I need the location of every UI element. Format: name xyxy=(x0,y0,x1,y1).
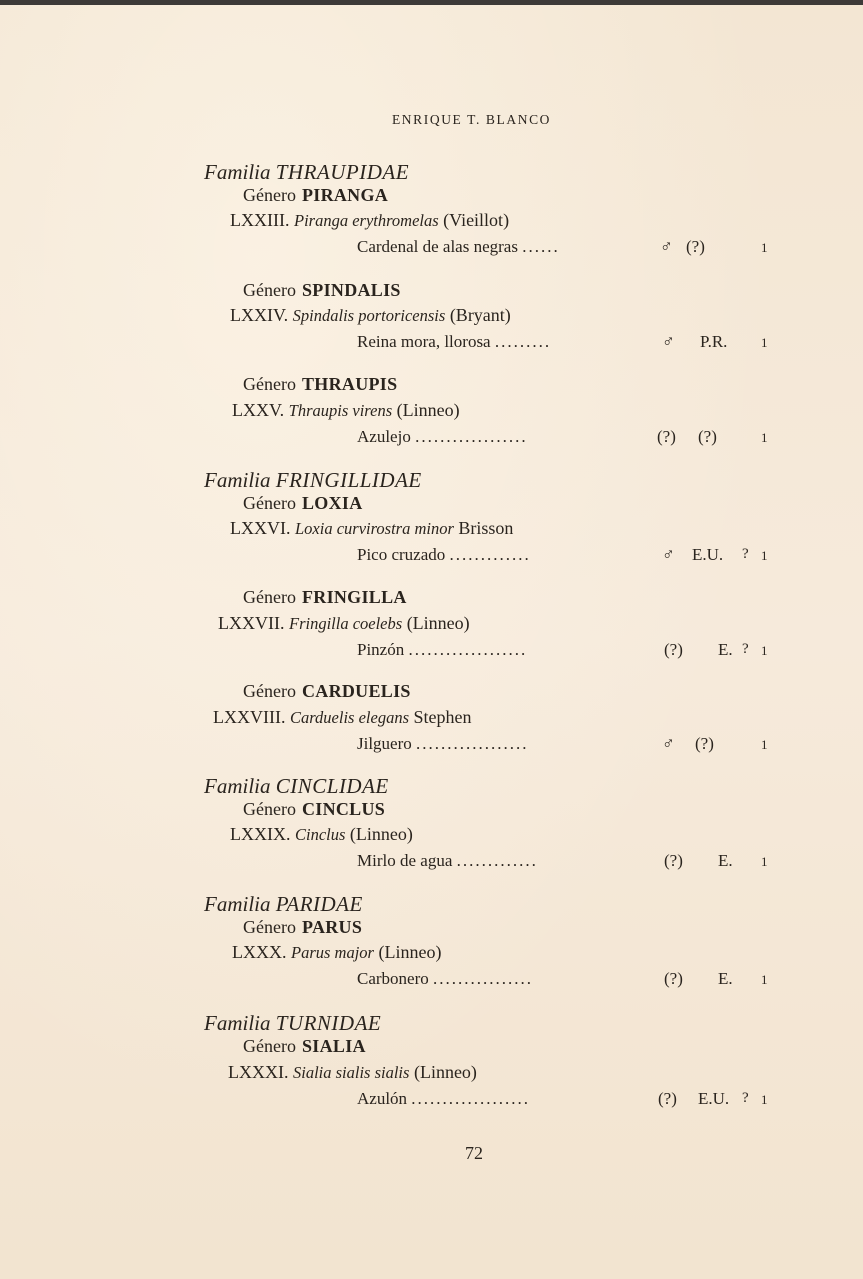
genero-label: Género xyxy=(243,185,296,205)
species-common-name: Reina mora, llorosa ......... xyxy=(357,332,552,351)
species-line xyxy=(230,518,513,539)
familia-heading xyxy=(204,892,363,917)
species-author: (Linneo) xyxy=(378,942,442,962)
genero-heading xyxy=(243,374,397,395)
familia-label: Familia xyxy=(204,774,271,798)
species-scientific-name: Fringilla coelebs xyxy=(288,614,403,633)
count: 1 xyxy=(761,1092,768,1107)
origin-code: E.U. xyxy=(692,545,724,564)
species-common-name: Mirlo de agua ............. xyxy=(357,851,538,870)
uncertain-mark: ? xyxy=(742,546,749,562)
uncertain-mark: ? xyxy=(742,641,749,657)
count: 1 xyxy=(761,240,768,255)
sex-symbol: (?) xyxy=(658,1089,677,1108)
genero-heading xyxy=(243,280,401,301)
origin-code: P.R. xyxy=(700,332,728,351)
species-common-name: Cardenal de alas negras ...... xyxy=(357,237,560,256)
species-common-name: Carbonero ................ xyxy=(357,969,534,988)
genero-name: SIALIA xyxy=(301,1036,366,1056)
count: 1 xyxy=(761,737,768,752)
species-author: Stephen xyxy=(413,707,472,727)
genero-label: Género xyxy=(243,1036,296,1056)
count: 1 xyxy=(761,335,768,350)
species-number: LXXXI. xyxy=(228,1062,289,1082)
leader-dots: ......... xyxy=(494,332,552,351)
count: 1 xyxy=(761,430,768,445)
sex-symbol: ♂ xyxy=(660,237,673,256)
species-common-name: Pinzón ................... xyxy=(357,640,528,659)
genero-name: LOXIA xyxy=(301,493,363,513)
count: 1 xyxy=(761,972,768,987)
species-scientific-name: Spindalis portoricensis xyxy=(292,306,446,325)
species-number: LXXVIII. xyxy=(213,707,286,727)
origin-code: (?) xyxy=(695,734,714,753)
genero-label: Género xyxy=(243,280,296,300)
species-scientific-name: Loxia curvirostra minor xyxy=(295,519,454,538)
genero-name: PIRANGA xyxy=(301,185,389,205)
species-author: (Bryant) xyxy=(449,305,511,325)
familia-heading xyxy=(204,160,409,185)
sex-symbol: ♂ xyxy=(662,545,675,564)
origin-code: E.U. xyxy=(698,1089,730,1108)
leader-dots: ............. xyxy=(449,545,531,564)
genero-label: Género xyxy=(243,917,296,937)
count: 1 xyxy=(761,548,768,563)
species-author: (Linneo) xyxy=(406,613,470,633)
species-author: (Vieillot) xyxy=(443,210,510,230)
genero-label: Género xyxy=(243,493,296,513)
species-line xyxy=(232,942,441,963)
genero-heading xyxy=(243,493,363,514)
species-number: LXXIX. xyxy=(230,824,291,844)
species-number: LXXVII. xyxy=(218,613,285,633)
running-header: ENRIQUE T. BLANCO xyxy=(391,112,552,127)
genero-heading xyxy=(243,799,385,820)
species-scientific-name: Carduelis elegans xyxy=(289,708,409,727)
species-common-name: Azulón ................... xyxy=(357,1089,531,1108)
species-common-name: Azulejo .................. xyxy=(357,427,528,446)
species-number: LXXIII. xyxy=(230,210,290,230)
familia-name: CINCLIDAE xyxy=(275,774,389,798)
species-author: (Linneo) xyxy=(396,400,460,420)
species-line xyxy=(213,707,472,728)
origin-code: E. xyxy=(718,851,733,870)
species-number: LXXV. xyxy=(232,400,285,420)
species-scientific-name: Piranga erythromelas xyxy=(293,211,439,230)
species-line xyxy=(218,613,470,634)
familia-heading xyxy=(204,774,389,799)
species-scientific-name: Cinclus xyxy=(295,825,346,844)
origin-code: E. xyxy=(718,969,733,988)
species-author: (Linneo) xyxy=(413,1062,477,1082)
scan-top-edge xyxy=(0,0,863,5)
leader-dots: .................. xyxy=(415,427,528,446)
familia-name: THRAUPIDAE xyxy=(275,160,410,184)
sex-symbol: (?) xyxy=(664,851,683,870)
genero-name: THRAUPIS xyxy=(301,374,398,394)
species-scientific-name: Sialia sialis sialis xyxy=(293,1063,410,1082)
leader-dots: ................... xyxy=(408,640,528,659)
page-number: 72 xyxy=(465,1143,483,1163)
sex-symbol: ♂ xyxy=(662,734,675,753)
genero-heading xyxy=(243,681,411,702)
genero-heading xyxy=(243,1036,366,1057)
familia-label: Familia xyxy=(204,468,271,492)
species-author: (Linneo) xyxy=(349,824,413,844)
uncertain-mark: ? xyxy=(742,1090,749,1106)
genero-name: CINCLUS xyxy=(301,799,386,819)
sex-symbol: (?) xyxy=(657,427,676,446)
genero-name: PARUS xyxy=(301,917,363,937)
genero-name: CARDUELIS xyxy=(301,681,411,701)
familia-label: Familia xyxy=(204,160,271,184)
leader-dots: ................ xyxy=(433,969,534,988)
genero-name: FRINGILLA xyxy=(301,587,407,607)
familia-label: Familia xyxy=(204,892,271,916)
leader-dots: ................... xyxy=(411,1089,531,1108)
origin-code: (?) xyxy=(698,427,717,446)
count: 1 xyxy=(761,854,768,869)
species-number: LXXIV. xyxy=(230,305,289,325)
species-line xyxy=(230,210,509,231)
genero-label: Género xyxy=(243,587,296,607)
genero-label: Género xyxy=(243,799,296,819)
origin-code: E. xyxy=(718,640,733,659)
familia-name: FRINGILLIDAE xyxy=(275,468,422,492)
species-line xyxy=(230,824,413,845)
species-line xyxy=(232,400,460,421)
familia-heading xyxy=(204,1011,381,1036)
genero-heading xyxy=(243,185,388,206)
genero-heading xyxy=(243,587,407,608)
leader-dots: .................. xyxy=(416,734,529,753)
leader-dots: ...... xyxy=(522,237,560,256)
species-author: Brisson xyxy=(458,518,514,538)
count: 1 xyxy=(761,643,768,658)
species-number: LXXX. xyxy=(232,942,287,962)
leader-dots: ............. xyxy=(456,851,538,870)
genero-label: Género xyxy=(243,681,296,701)
species-number: LXXVI. xyxy=(230,518,291,538)
origin-code: (?) xyxy=(686,237,705,256)
sex-symbol: (?) xyxy=(664,640,683,659)
sex-symbol: ♂ xyxy=(662,332,675,351)
genero-name: SPINDALIS xyxy=(301,280,401,300)
species-common-name: Jilguero .................. xyxy=(357,734,529,753)
species-line xyxy=(228,1062,477,1083)
species-scientific-name: Thraupis virens xyxy=(288,401,393,420)
species-line xyxy=(230,305,511,326)
genero-heading xyxy=(243,917,362,938)
familia-heading xyxy=(204,468,422,493)
genero-label: Género xyxy=(243,374,296,394)
species-scientific-name: Parus major xyxy=(291,943,374,962)
familia-name: PARIDAE xyxy=(275,892,363,916)
sex-symbol: (?) xyxy=(664,969,683,988)
species-common-name: Pico cruzado ............. xyxy=(357,545,531,564)
familia-name: TURNIDAE xyxy=(275,1011,382,1035)
familia-label: Familia xyxy=(204,1011,271,1035)
